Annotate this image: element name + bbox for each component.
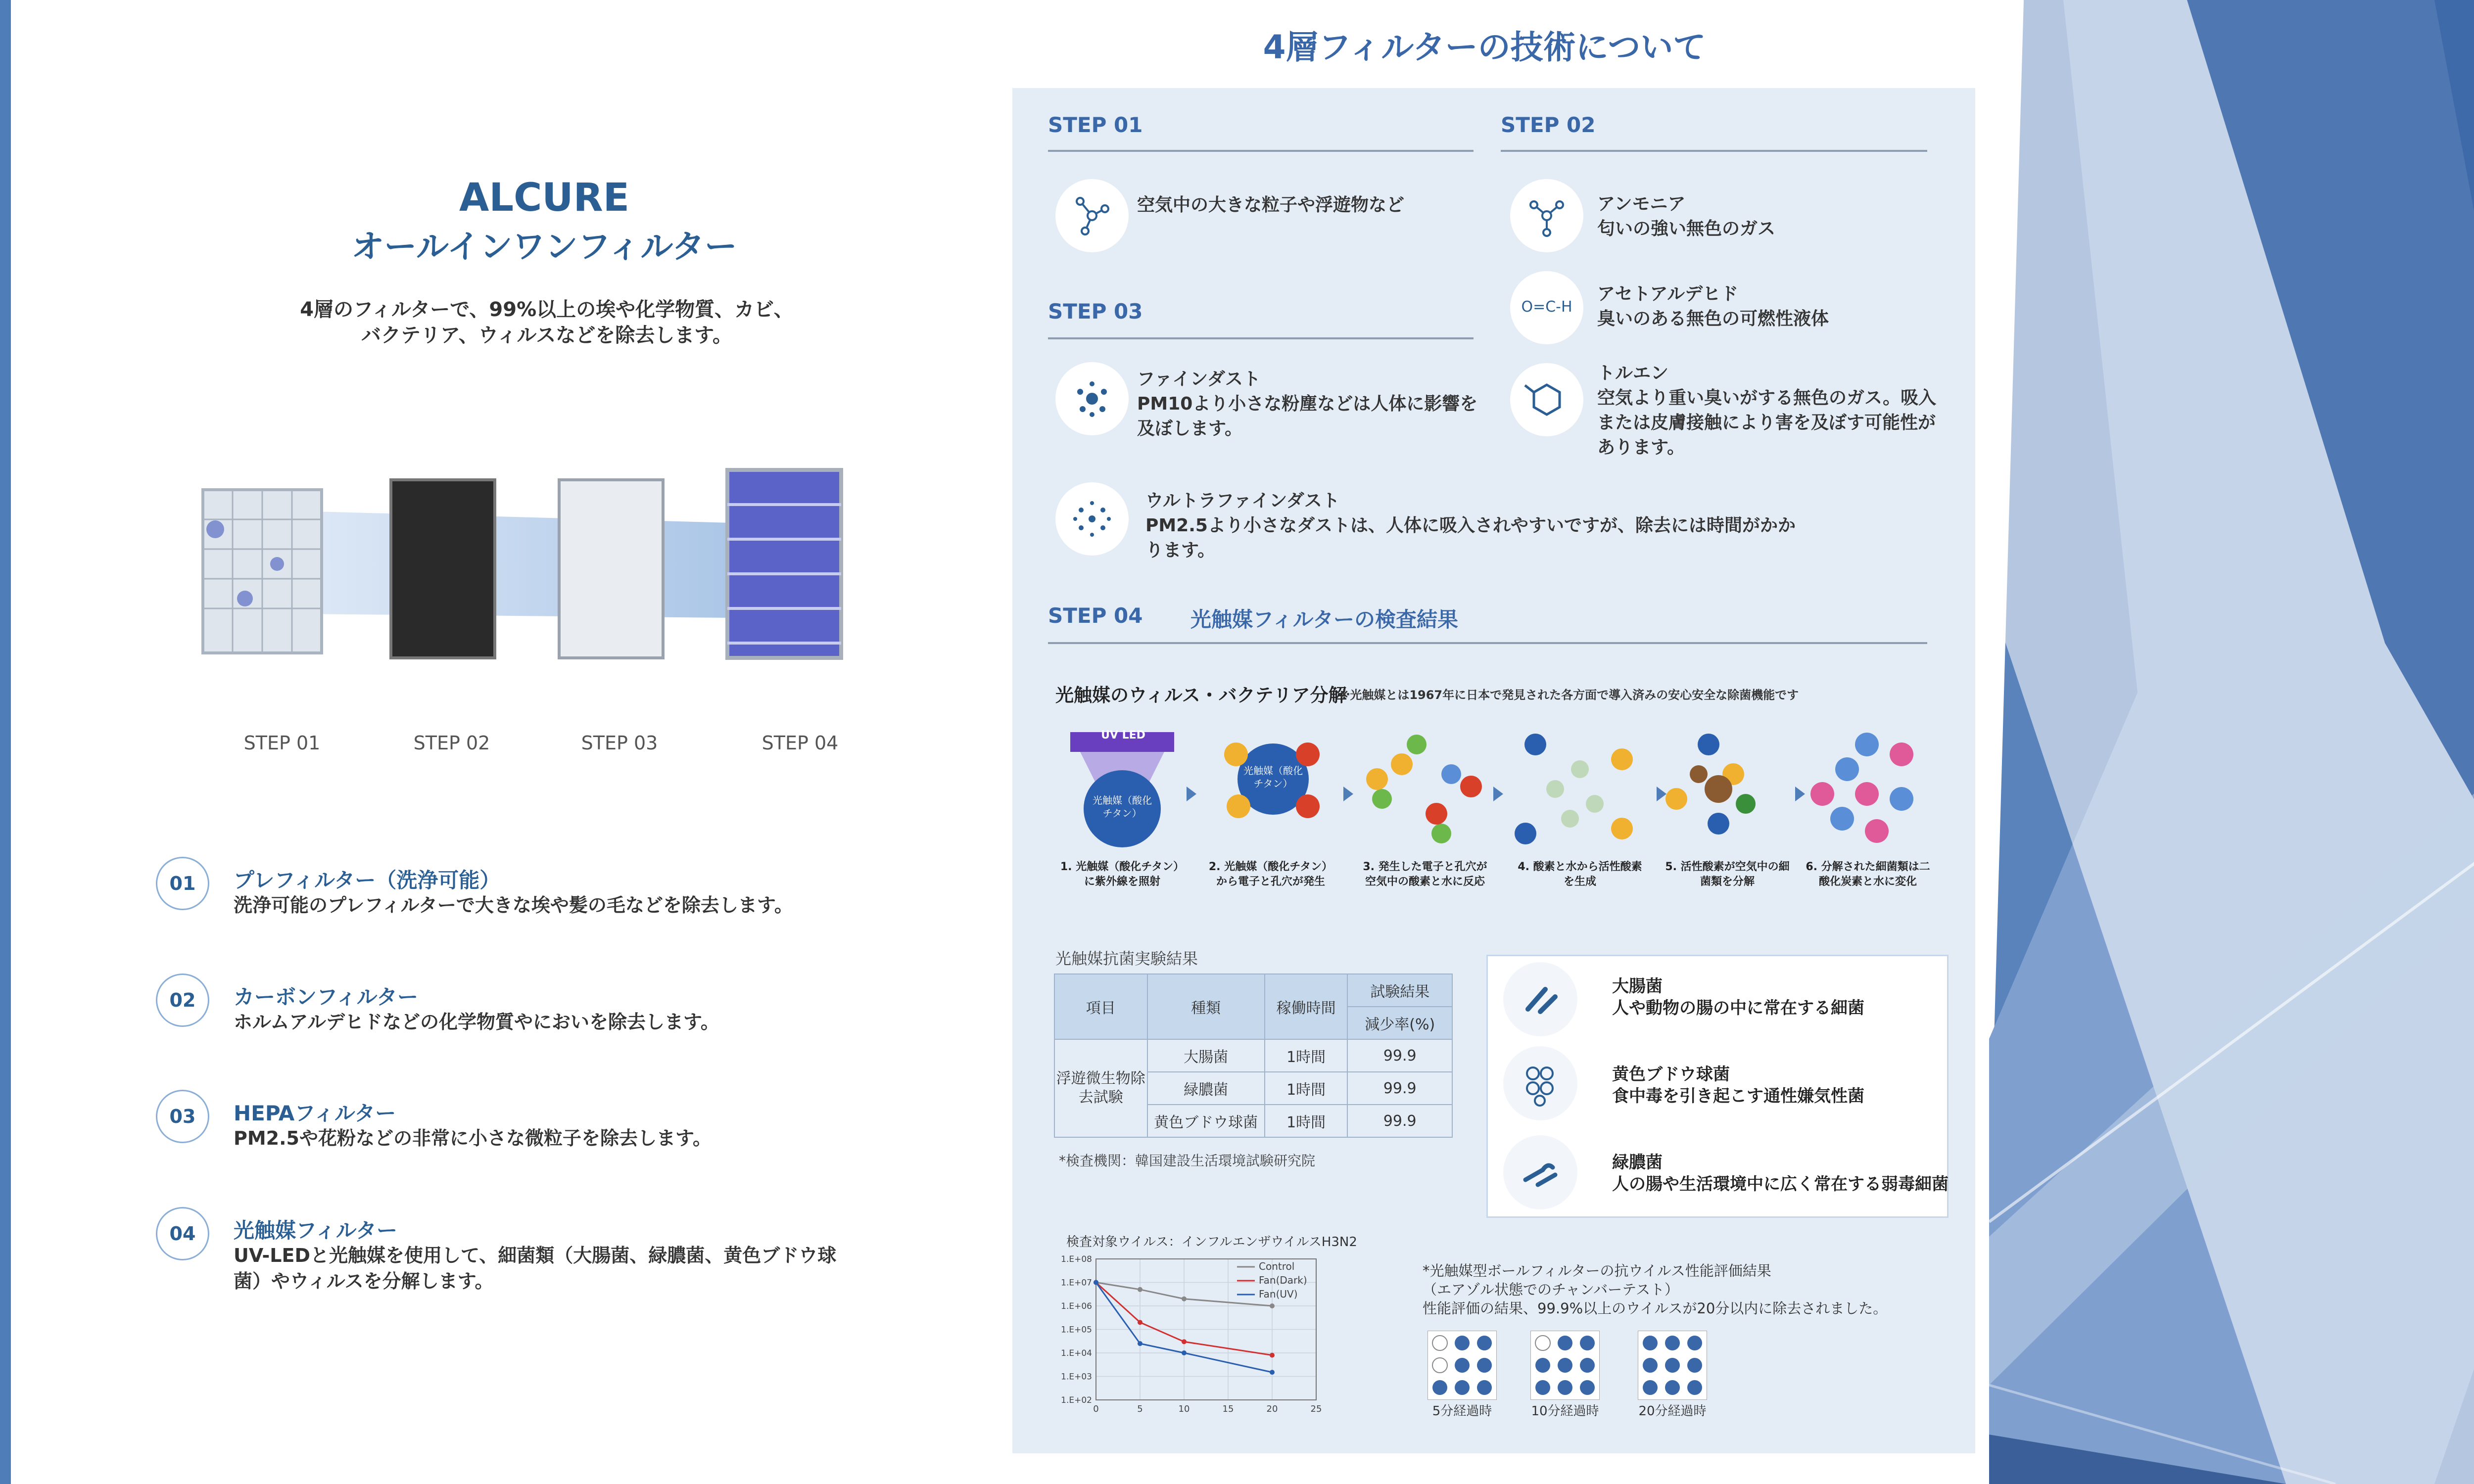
- y-tick-label: 1.E+08: [1061, 1254, 1092, 1264]
- pseudomonas-icon: [1503, 1135, 1577, 1209]
- th-time: 稼働時間: [1265, 974, 1348, 1039]
- ultrafine-dust-desc: PM2.5より小さなダストは、人体に吸入されやすいですが、除去には時間がかかります。: [1145, 515, 1796, 560]
- pseudomonas-desc: 人の腸や生活環境中に広く常在する弱毒細菌: [1612, 1174, 1949, 1194]
- x-tick-label: 5: [1137, 1404, 1143, 1414]
- feature-number: 02: [156, 974, 209, 1027]
- dot-grid-20min: [1638, 1331, 1707, 1400]
- photocatalyst-filter-panel: [727, 470, 841, 658]
- x-tick-label: 25: [1310, 1404, 1322, 1414]
- step04-title: 光触媒フィルターの検査結果: [1190, 607, 1458, 632]
- x-tick-label: 10: [1178, 1404, 1190, 1414]
- pseudomonas-name: 緑膿菌: [1612, 1153, 1663, 1172]
- cell-type: 黄色ブドウ球菌: [1147, 1105, 1265, 1137]
- y-tick-label: 1.E+02: [1061, 1395, 1092, 1405]
- row-group: 浮遊微生物除去試験: [1054, 1039, 1147, 1137]
- step04-header: STEP 04: [1048, 603, 1143, 628]
- step-label-02: STEP 02: [413, 732, 490, 754]
- carbon-filter-panel: [391, 480, 495, 658]
- photocatalyst-note: ※光触媒とは1967年に日本で発見された各方面で導入済みの安心安全な除菌機能です: [1338, 688, 1799, 702]
- cell-type: 緑膿菌: [1147, 1072, 1265, 1105]
- acetaldehyde-name: アセトアルデヒド: [1597, 284, 1739, 304]
- data-point: [1182, 1350, 1187, 1355]
- filter-layers-illustration: [183, 450, 876, 707]
- fine-dust-icon: [1055, 362, 1129, 435]
- table-note: *検査機関：韓国建設生活環境試験研究院: [1059, 1153, 1316, 1169]
- feature-title: 光触媒フィルター: [234, 1218, 397, 1243]
- brand-title: ALCURE: [459, 176, 629, 220]
- cell-type: 大腸菌: [1147, 1039, 1265, 1072]
- feature-desc: ホルムアルデヒドなどの化学物質やにおいを除去します。: [234, 1011, 719, 1033]
- tech-heading: 4層フィルターの技術について: [1263, 28, 1706, 66]
- cell-rate: 99.9: [1347, 1072, 1452, 1105]
- data-point: [1138, 1341, 1142, 1346]
- ultrafine-dust-name: ウルトラファインダスト: [1145, 491, 1340, 511]
- chart-title: 検査対象ウイルス：インフルエンザウイルスH3N2: [1066, 1235, 1357, 1250]
- table-row: [1054, 1039, 1452, 1072]
- data-point: [1182, 1297, 1187, 1301]
- ammonia-icon: [1510, 179, 1583, 252]
- th-reduction: 減少率(%): [1347, 1007, 1452, 1039]
- antivirus-note: [1423, 1261, 1957, 1318]
- feature-number: 01: [156, 857, 209, 910]
- results-table: [1054, 974, 1453, 1138]
- fine-dust-desc: PM10より小さな粉塵などは人体に影響を及ぼします。: [1137, 394, 1478, 439]
- data-point: [1094, 1280, 1098, 1285]
- step01-divider: [1048, 150, 1474, 152]
- tio2-label-2: 光触媒（酸化チタン）: [1243, 765, 1303, 789]
- feature-number: 03: [156, 1090, 209, 1143]
- ultrafine-dust-icon: [1055, 482, 1129, 556]
- cell-time: 1時間: [1265, 1105, 1348, 1137]
- x-tick-label: 0: [1093, 1404, 1099, 1414]
- acetaldehyde-icon: [1510, 271, 1583, 344]
- step01-item: 空気中の大きな粒子や浮遊物など: [1137, 195, 1405, 215]
- step03-header: STEP 03: [1048, 299, 1143, 324]
- y-tick-label: 1.E+05: [1061, 1325, 1092, 1335]
- photocatalyst-process-diagram: [1055, 725, 1936, 853]
- step04-divider: [1048, 642, 1927, 644]
- acetaldehyde-desc: 臭いのある無色の可燃性液体: [1597, 309, 1829, 329]
- toluene-icon: [1510, 363, 1583, 436]
- particle-icon: [1055, 179, 1129, 252]
- antivirus-note-line2: （エアゾル状態でのチャンバーテスト）: [1423, 1281, 1679, 1298]
- y-tick-label: 1.E+06: [1061, 1301, 1092, 1311]
- process-step-1: 1. 光触媒（酸化チタン）に紫外線を照射: [1060, 861, 1185, 888]
- dot-grid-10min: [1530, 1331, 1600, 1400]
- ammonia-desc: 匂いの強い無色のガス: [1597, 219, 1776, 239]
- data-point: [1270, 1303, 1275, 1308]
- cell-time: 1時間: [1265, 1039, 1348, 1072]
- table-title: 光触媒抗菌実験結果: [1055, 949, 1198, 968]
- feature-02: [156, 974, 898, 1063]
- step02-divider: [1501, 150, 1927, 152]
- th-item: 項目: [1054, 974, 1147, 1039]
- grid-caption-20min: 20分経過時: [1638, 1404, 1707, 1419]
- feature-number: 04: [156, 1207, 209, 1260]
- cell-rate: 99.9: [1347, 1105, 1452, 1137]
- cell-time: 1時間: [1265, 1072, 1348, 1105]
- legend-label: Fan(Dark): [1259, 1274, 1307, 1286]
- step03-divider: [1048, 337, 1474, 339]
- ecoli-desc: 人や動物の腸の中に常在する細菌: [1612, 998, 1864, 1018]
- uv-led-label: UV LED: [1101, 729, 1145, 742]
- tio2-label: 光触媒（酸化チタン）: [1093, 794, 1152, 819]
- lead-text-line1: 4層のフィルターで、99%以上の埃や化学物質、カビ、: [300, 298, 794, 321]
- data-point: [1182, 1339, 1187, 1344]
- virus-reduction-chart: [1059, 1247, 1356, 1415]
- photocatalyst-title: 光触媒のウィルス・バクテリア分解: [1055, 685, 1347, 706]
- step02-header: STEP 02: [1501, 113, 1596, 137]
- legend-label: Fan(UV): [1259, 1288, 1298, 1300]
- feature-desc: PM2.5や花粉などの非常に小さな微粒子を除去します。: [234, 1127, 712, 1149]
- toluene-name: トルエン: [1597, 363, 1669, 383]
- cell-rate: 99.9: [1347, 1039, 1452, 1072]
- feature-01: [156, 857, 898, 946]
- toluene-desc: 空気より重い臭いがする無色のガス。吸入または皮膚接触により害を及ぼす可能性があります。: [1597, 388, 1937, 458]
- x-tick-label: 20: [1266, 1404, 1278, 1414]
- staph-name: 黄色ブドウ球菌: [1612, 1065, 1730, 1084]
- y-tick-label: 1.E+07: [1061, 1278, 1092, 1288]
- legend-label: Control: [1259, 1260, 1295, 1272]
- svg-text:O=C-H: O=C-H: [1521, 298, 1572, 316]
- data-point: [1138, 1287, 1142, 1292]
- ecoli-icon: [1503, 962, 1577, 1036]
- feature-title: HEPAフィルター: [234, 1101, 396, 1125]
- brand-subtitle: オールインワンフィルター: [351, 228, 737, 266]
- step-label-04: STEP 04: [761, 732, 839, 754]
- process-step-3: 3. 発生した電子と孔穴が空気中の酸素と水に反応: [1363, 861, 1487, 888]
- prefilter-panel: [203, 490, 322, 653]
- ammonia-name: アンモニア: [1597, 194, 1686, 214]
- dot-grid-5min: [1427, 1331, 1497, 1400]
- data-point: [1270, 1353, 1275, 1358]
- lead-text-line2: バクテリア、ウィルスなどを除去します。: [361, 324, 732, 347]
- feature-title: プレフィルター（洗浄可能）: [234, 868, 501, 892]
- process-step-5: 5. 活性酸素が空気中の細菌類を分解: [1665, 861, 1790, 888]
- fine-dust-name: ファインダスト: [1137, 369, 1261, 389]
- th-result: 試験結果: [1347, 974, 1452, 1007]
- grid-caption-5min: 5分経過時: [1432, 1404, 1492, 1419]
- process-step-4: 4. 酸素と水から活性酸素を生成: [1518, 861, 1642, 888]
- background-decoration: [1989, 0, 2474, 1484]
- antivirus-note-line3: 性能評価の結果、99.9%以上のウイルスが20分以内に除去されました。: [1423, 1300, 1888, 1317]
- feature-desc: UV-LEDと光触媒を使用して、細菌類（大腸菌、緑膿菌、黄色ブドウ球菌）やウィルスを分解します。: [234, 1245, 837, 1292]
- left-accent-bar: [0, 0, 11, 1484]
- data-point: [1270, 1370, 1275, 1375]
- grid-caption-10min: 10分経過時: [1531, 1404, 1599, 1419]
- th-type: 種類: [1147, 974, 1265, 1039]
- feature-04: [156, 1207, 898, 1296]
- staph-icon: [1503, 1046, 1577, 1120]
- x-tick-label: 15: [1222, 1404, 1234, 1414]
- data-point: [1138, 1320, 1142, 1325]
- step-label-01: STEP 01: [243, 732, 321, 754]
- ecoli-name: 大腸菌: [1612, 976, 1663, 996]
- staph-desc: 食中毒を引き起こす通性嫌気性菌: [1612, 1086, 1864, 1106]
- process-step-6: 6. 分解された細菌類は二酸化炭素と水に変化: [1806, 861, 1930, 888]
- step-label-03: STEP 03: [581, 732, 658, 754]
- antivirus-note-line1: *光触媒型ボールフィルターの抗ウイルス性能評価結果: [1423, 1262, 1771, 1279]
- process-step-2: 2. 光触媒（酸化チタン）から電子と孔穴が発生: [1208, 861, 1333, 888]
- hepa-filter-panel: [559, 480, 663, 658]
- step01-header: STEP 01: [1048, 113, 1143, 137]
- y-tick-label: 1.E+04: [1061, 1348, 1092, 1358]
- feature-03: [156, 1090, 898, 1179]
- y-tick-label: 1.E+03: [1061, 1372, 1092, 1382]
- feature-desc: 洗浄可能のプレフィルターで大きな埃や髪の毛などを除去します。: [234, 894, 793, 916]
- feature-title: カーボンフィルター: [234, 985, 418, 1009]
